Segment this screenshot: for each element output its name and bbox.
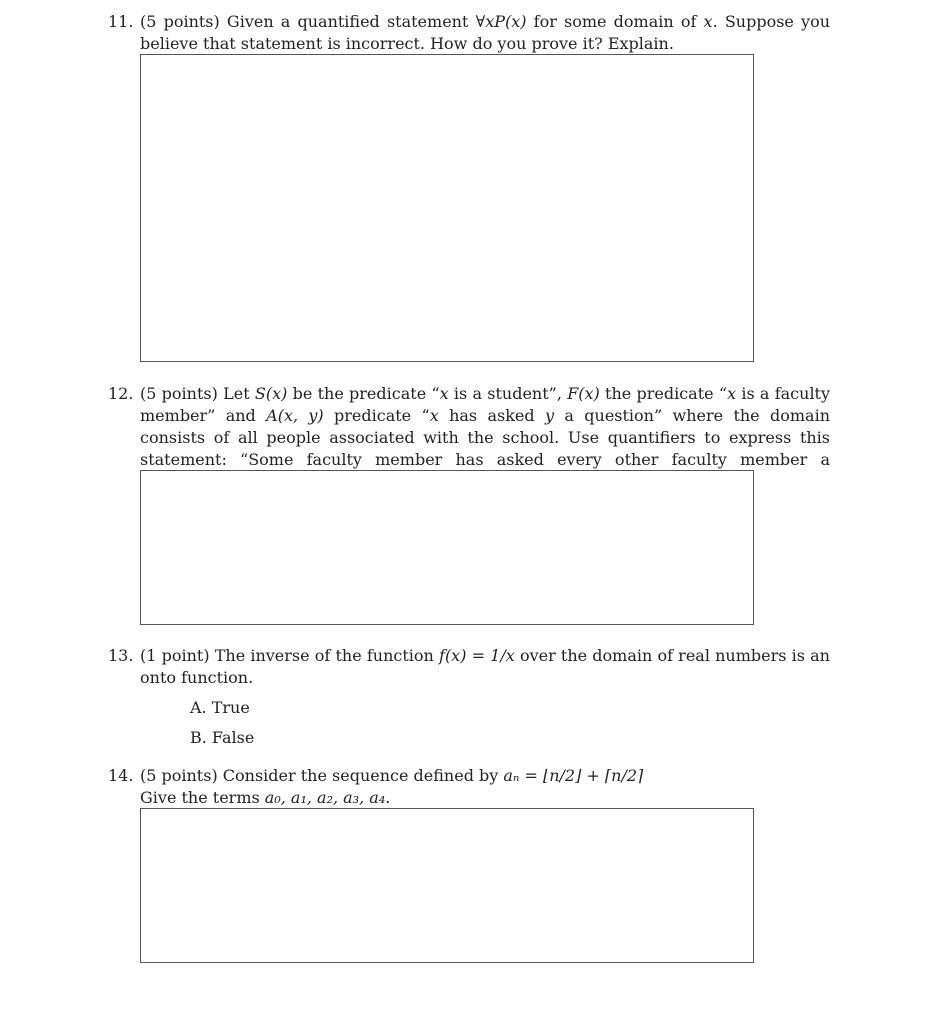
question-13 bbox=[108, 645, 830, 689]
math-expression: ∀xP(x) bbox=[475, 12, 527, 31]
question-number: 11. bbox=[108, 12, 134, 31]
option-false[interactable]: B. False bbox=[190, 728, 255, 747]
option-true[interactable]: A. True bbox=[190, 698, 250, 717]
math-expression: aₙ = ⌊n/2⌋ + ⌈n/2⌉ bbox=[503, 766, 644, 785]
points-label: (5 points) bbox=[140, 766, 218, 785]
question-text: (5 points) Given a quantified statement ∀xP(x) for some domain of x. Suppose you believe that statement is incorrect. How do you prove it? Explain. bbox=[140, 12, 831, 53]
answer-box-12[interactable] bbox=[140, 470, 754, 625]
question-14 bbox=[108, 765, 830, 809]
question-text: (5 points) Let S(x) be the predicate “x is a student”, F(x) the predicate “x is a faculty member” and A(x, y) predicate “x has asked y a question” where the domain consists of all people associated with the school. Use quantifiers to express this statement: “Some faculty member has asked every other faculty member a bbox=[140, 384, 831, 469]
points-label: (5 points) bbox=[140, 12, 220, 31]
question-number: 14. bbox=[108, 766, 134, 785]
question-text: (5 points) Consider the sequence defined by aₙ = ⌊n/2⌋ + ⌈n/2⌉ Give the terms a₀, a₁, a₂, a₃, a₄. bbox=[140, 766, 644, 807]
answer-box-11[interactable] bbox=[140, 54, 754, 362]
answer-box-14[interactable] bbox=[140, 808, 754, 963]
question-text: (1 point) The inverse of the function f(x) = 1/x over the domain of real numbers is an onto function. bbox=[140, 646, 830, 687]
question-number: 12. bbox=[108, 384, 134, 403]
points-label: (5 points) bbox=[140, 384, 218, 403]
question-number: 13. bbox=[108, 646, 134, 665]
math-variable: x bbox=[703, 12, 713, 31]
question-11 bbox=[108, 11, 830, 55]
points-label: (1 point) bbox=[140, 646, 210, 665]
math-expression: f(x) = 1/x bbox=[439, 646, 515, 665]
math-expression: a₀, a₁, a₂, a₃, a₄ bbox=[264, 788, 386, 807]
